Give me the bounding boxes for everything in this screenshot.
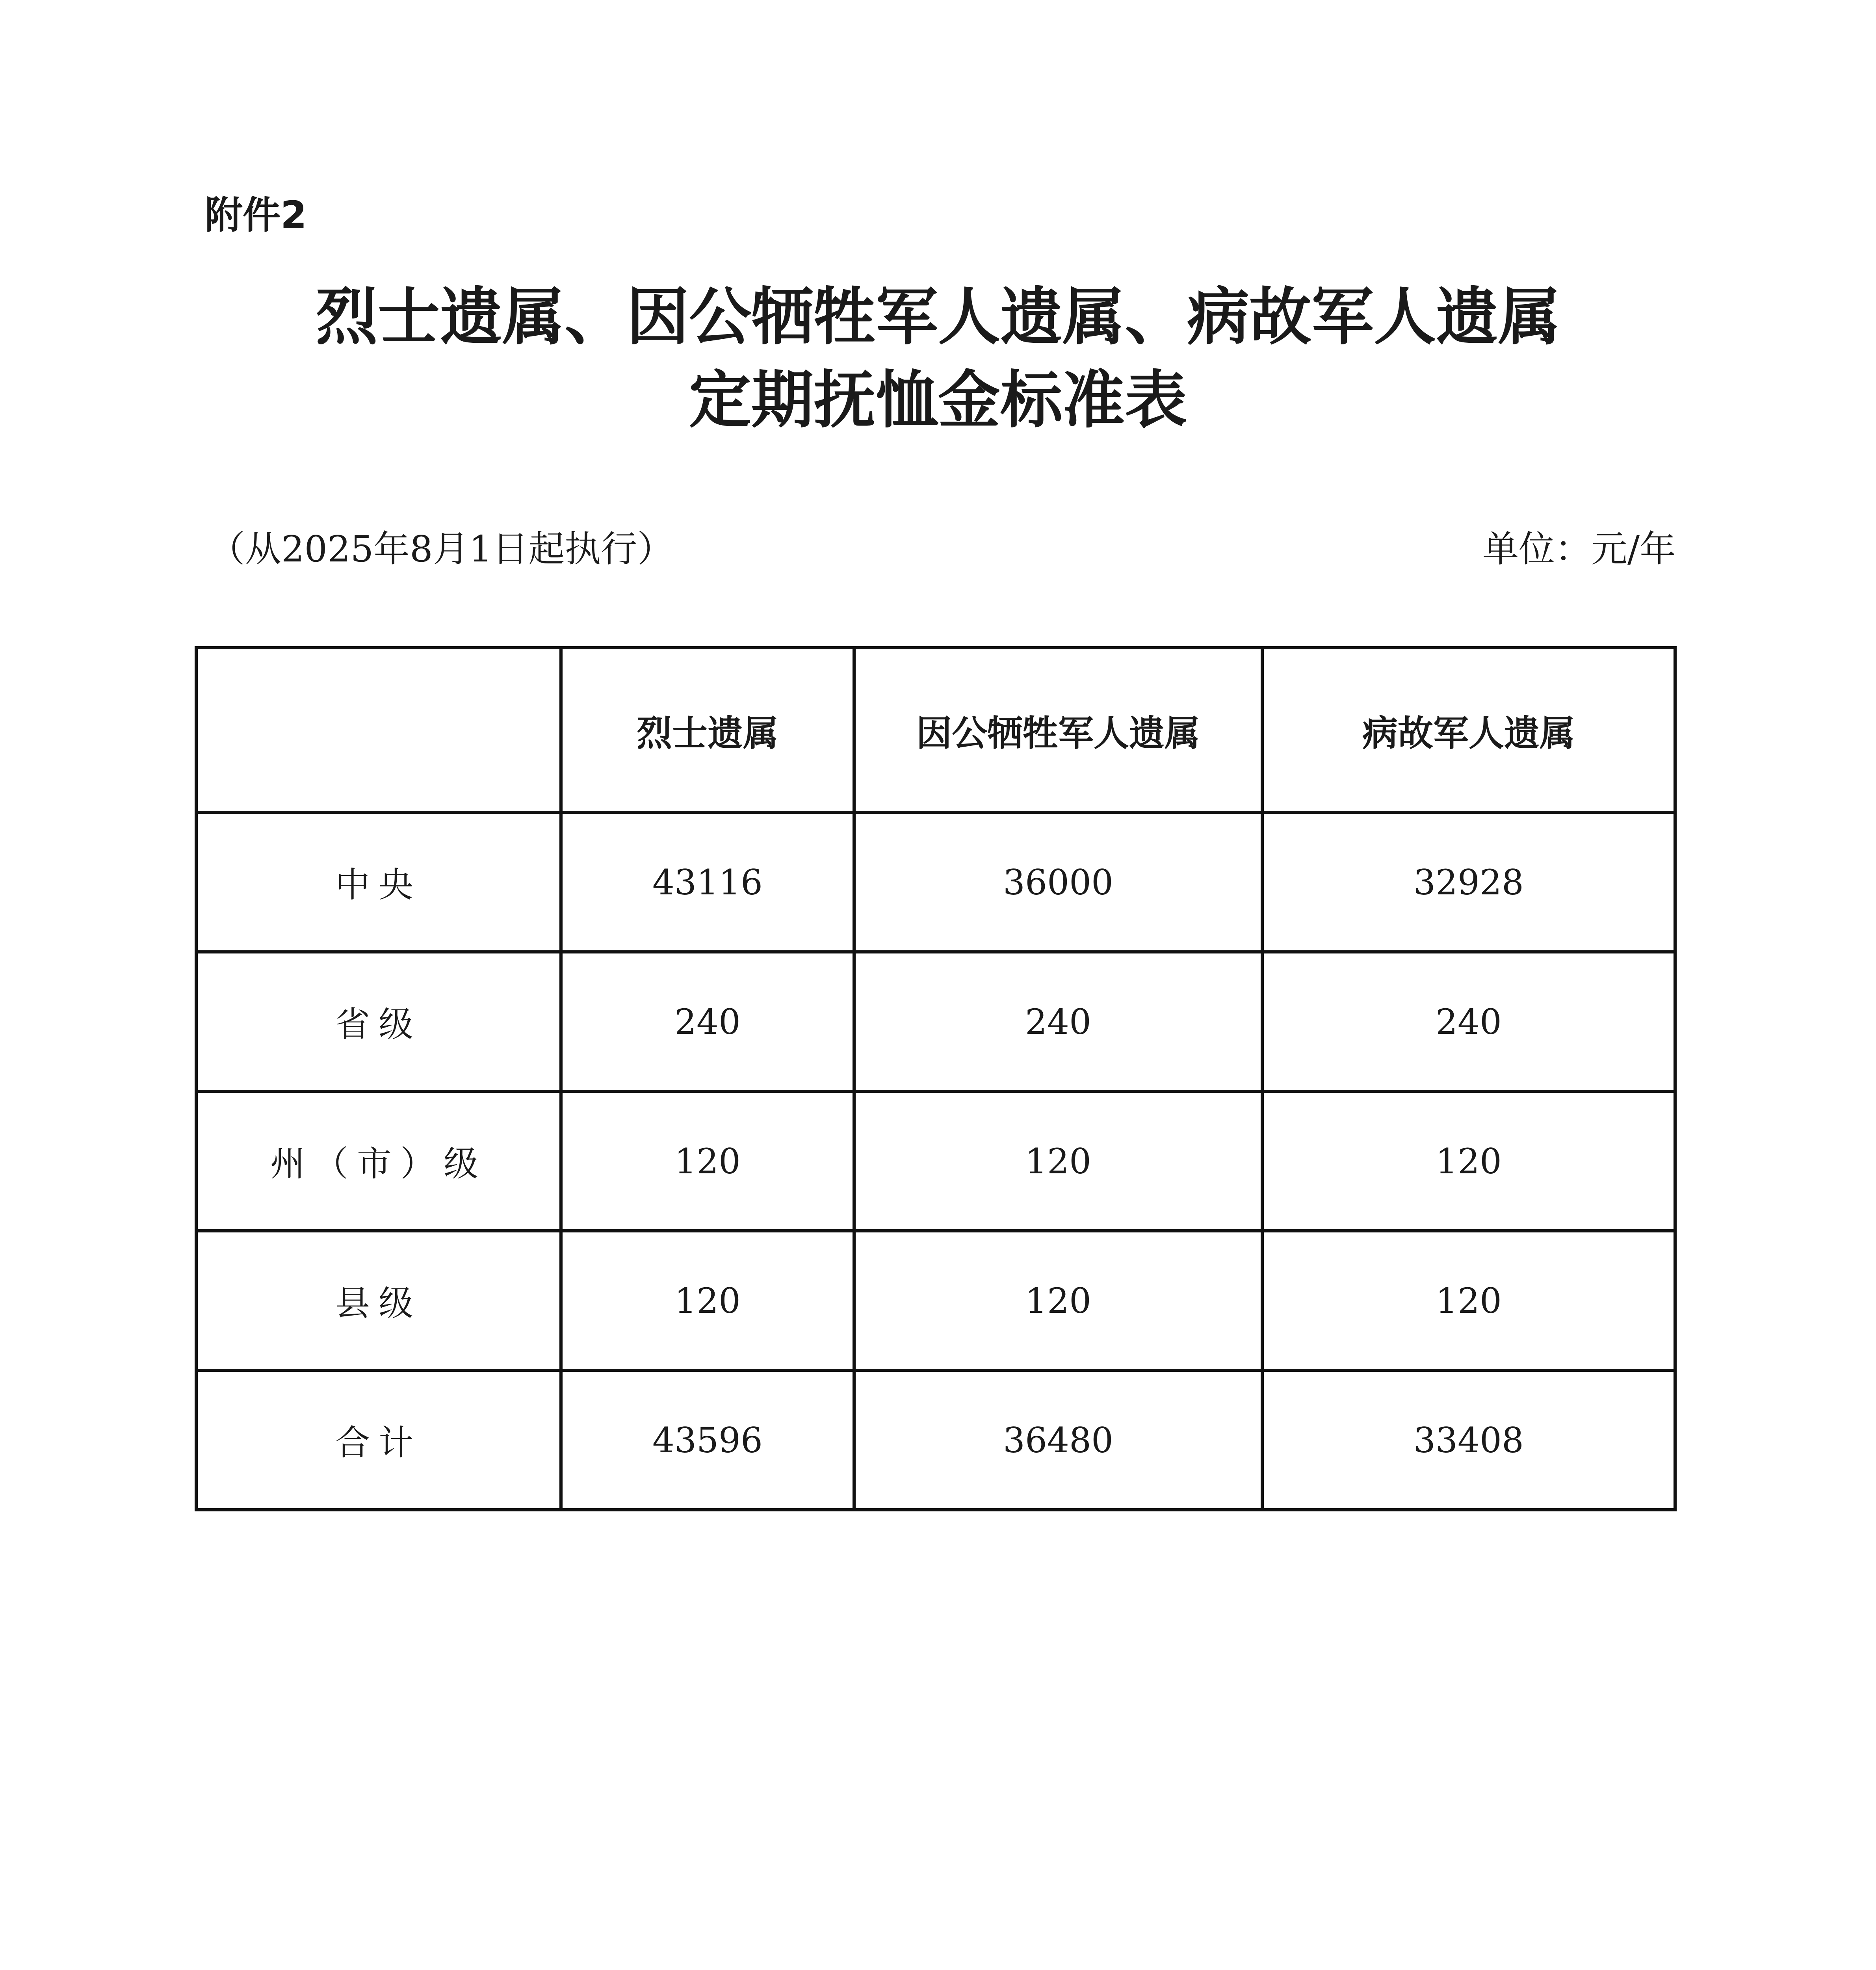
table-cell: 32928 — [1262, 812, 1675, 952]
table-cell: 120 — [1262, 1231, 1675, 1370]
table-cell: 43116 — [561, 812, 854, 952]
row-label-provincial: 省级 — [196, 952, 561, 1091]
row-label-county: 县级 — [196, 1231, 561, 1370]
table-cell: 43596 — [561, 1370, 854, 1510]
table-cell: 120 — [854, 1091, 1262, 1231]
effective-date-note: （从2025年8月1日起执行） — [209, 528, 674, 570]
header-cell-martyr-survivors: 烈士遗属 — [561, 648, 854, 812]
attachment-label: 附件2 — [205, 193, 307, 237]
table-cell: 120 — [1262, 1091, 1675, 1231]
table-cell: 120 — [561, 1231, 854, 1370]
header-cell-illness-death-survivors: 病故军人遗属 — [1262, 648, 1675, 812]
table-row — [196, 812, 1675, 952]
table-cell: 240 — [561, 952, 854, 1091]
row-label-total: 合计 — [196, 1370, 561, 1510]
header-cell-duty-death-survivors: 因公牺牲军人遗属 — [854, 648, 1262, 812]
row-label-central: 中央 — [196, 812, 561, 952]
pension-standard-table — [195, 646, 1677, 1511]
table-row — [196, 1091, 1675, 1231]
table-cell: 36000 — [854, 812, 1262, 952]
row-label-prefecture: 州（市）级 — [196, 1091, 561, 1231]
document-title-line-1: 烈士遗属、因公牺牲军人遗属、病故军人遗属 — [316, 281, 1560, 353]
table-cell: 33408 — [1262, 1370, 1675, 1510]
table-cell: 240 — [1262, 952, 1675, 1091]
table-row-total — [196, 1370, 1675, 1510]
header-cell-corner — [196, 648, 561, 812]
table-row — [196, 952, 1675, 1091]
document-title-line-2: 定期抚恤金标准表 — [689, 364, 1187, 437]
table-row — [196, 1231, 1675, 1370]
table-cell: 240 — [854, 952, 1262, 1091]
table-cell: 120 — [561, 1091, 854, 1231]
table-cell: 120 — [854, 1231, 1262, 1370]
unit-note: 单位：元/年 — [1482, 528, 1676, 570]
table-cell: 36480 — [854, 1370, 1262, 1510]
table-header-row — [196, 648, 1675, 812]
